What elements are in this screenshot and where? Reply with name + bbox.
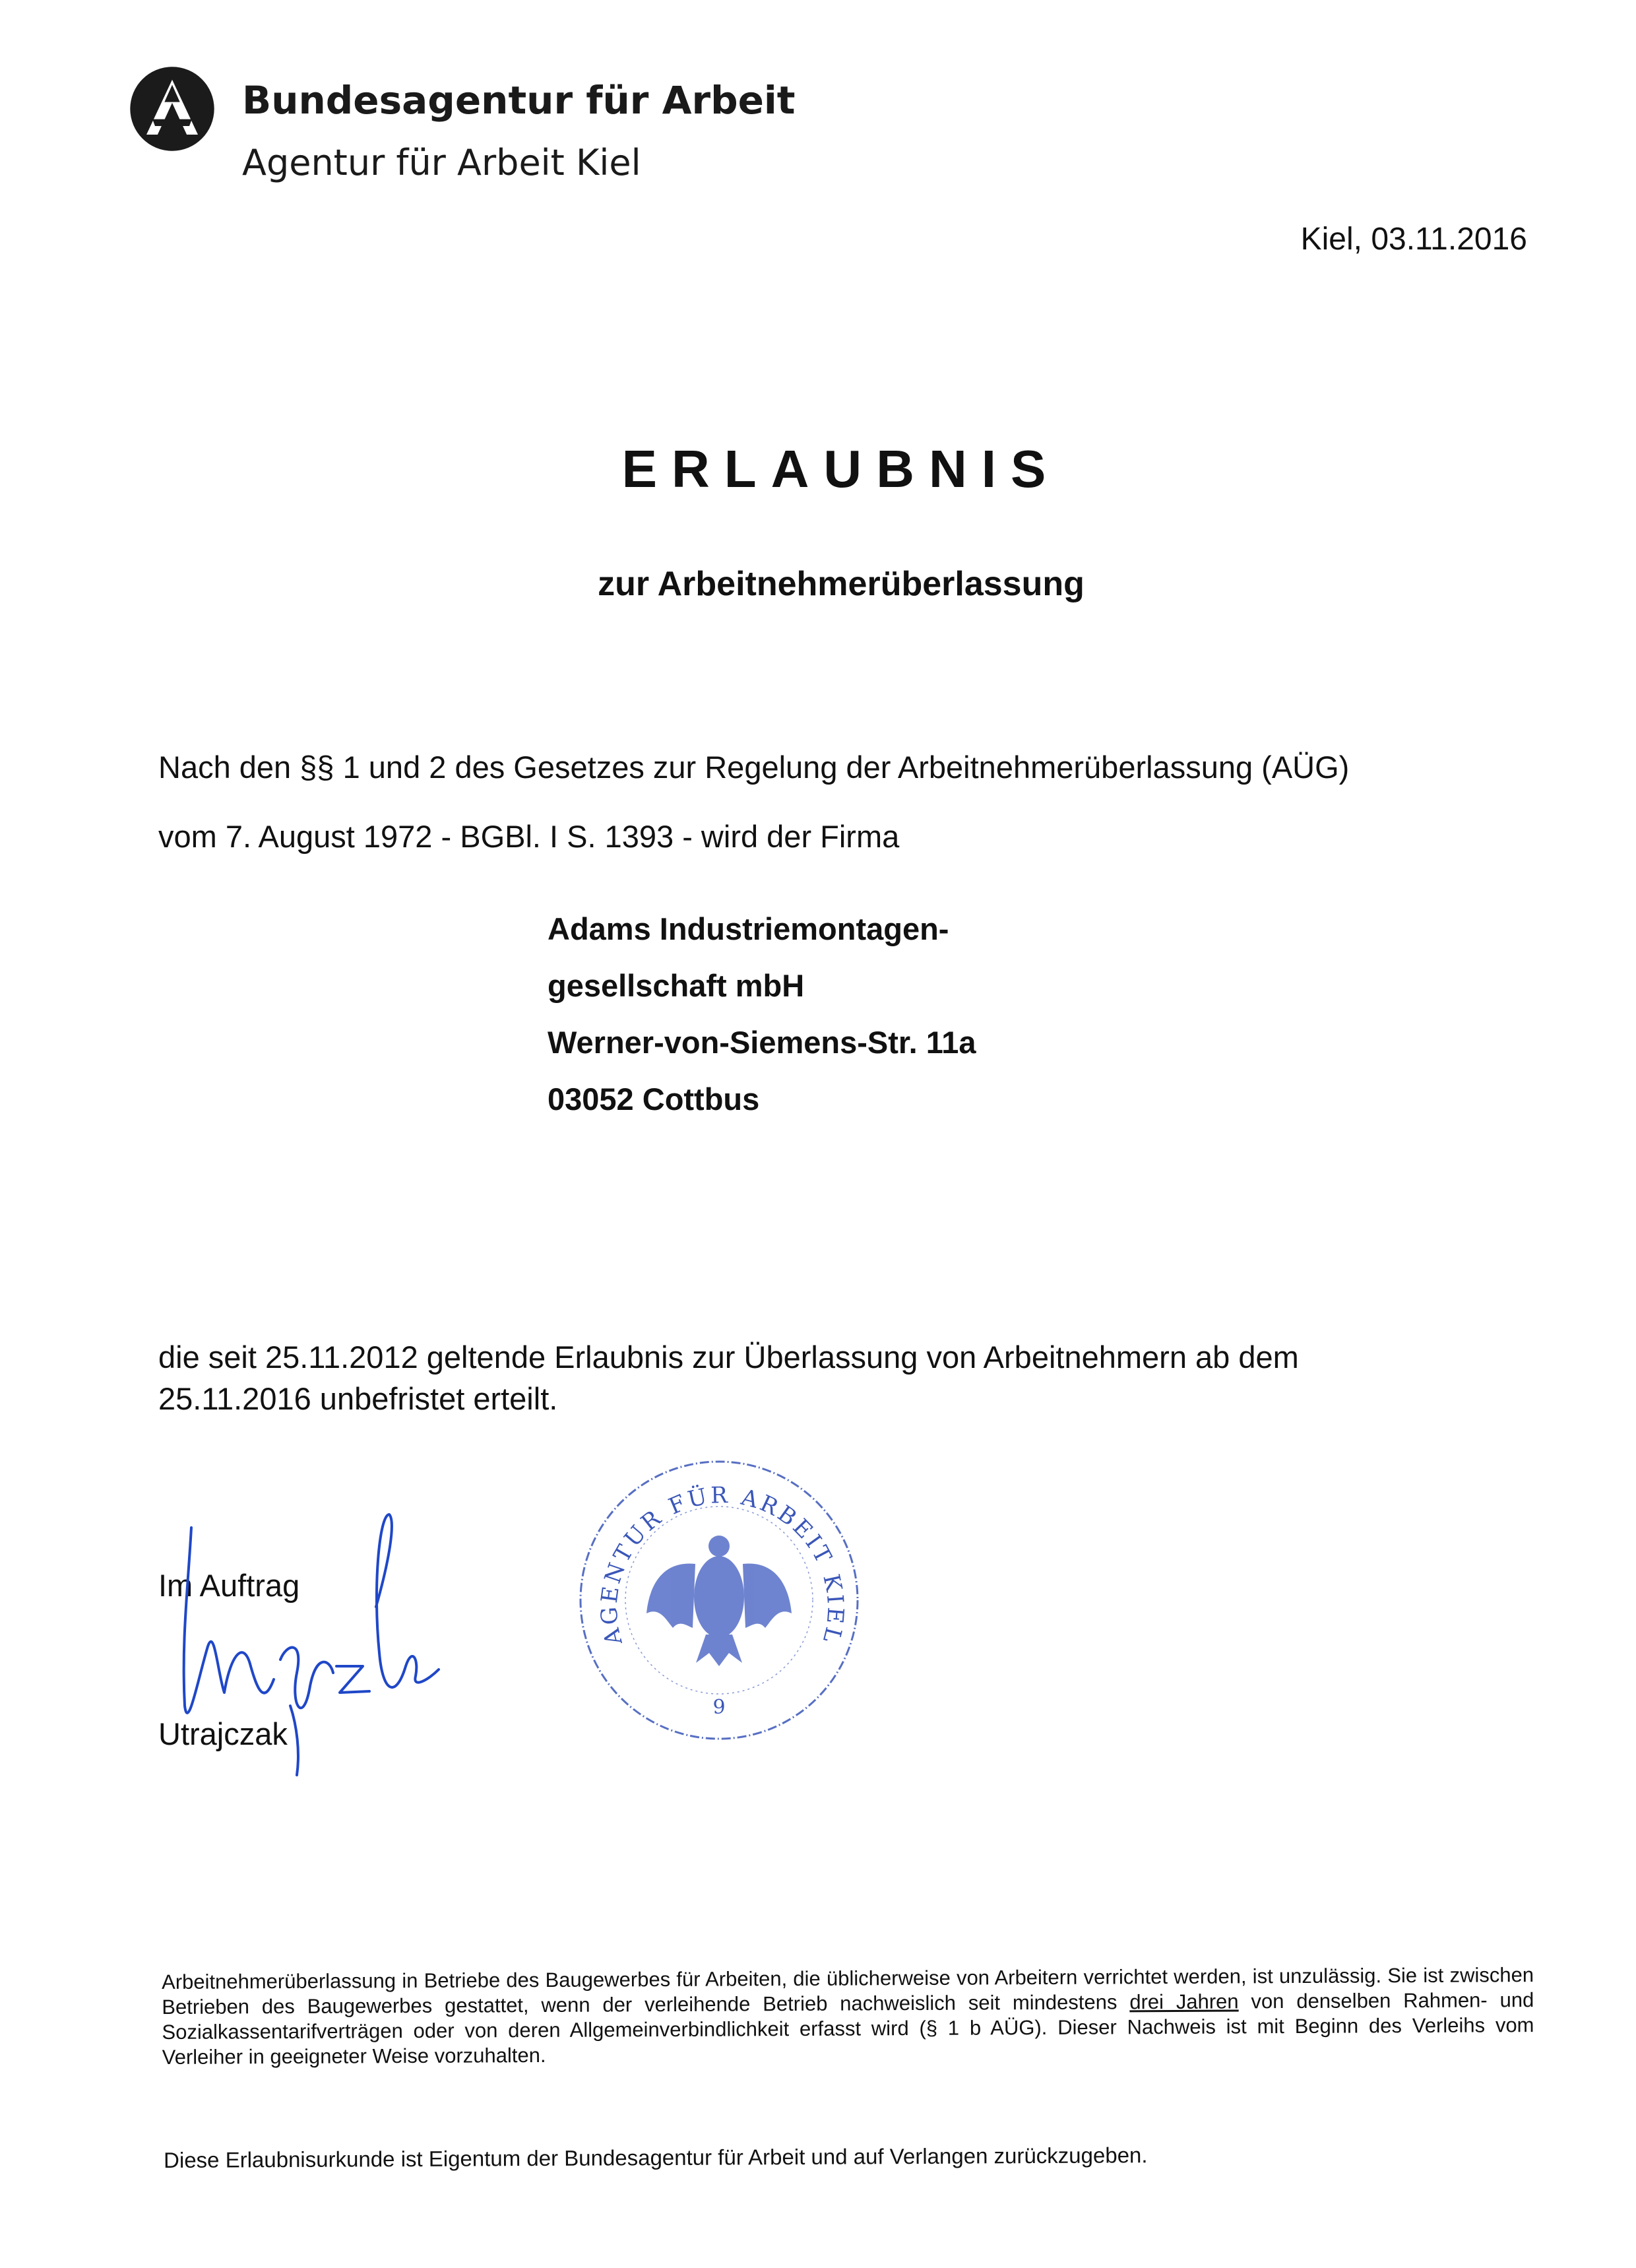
federal-eagle-icon — [646, 1536, 792, 1666]
document-date: Kiel, 03.11.2016 — [1300, 222, 1527, 257]
document-subtitle: zur Arbeitnehmerüberlassung — [598, 565, 1085, 603]
company-name-line-2: gesellschaft mbH — [548, 968, 805, 1003]
stamp-ring-text: AGENTUR FÜR ARBEIT KIEL — [596, 1482, 849, 1648]
official-stamp — [574, 1455, 864, 1745]
intro-paragraph — [158, 732, 1544, 871]
company-city: 03052 Cottbus — [548, 1082, 760, 1117]
company-address — [548, 901, 976, 1128]
footnote-underlined-term: drei Jahren — [1129, 1990, 1239, 2014]
footnote-text-part-1: Arbeitnehmerüberlassung in Betriebe des Baugewerbes für Arbeiten, die üblicherweise von Arbeitern verrichtet werden, ist unzulässig. Sie ist zwischen Betrieben des Baugewerbes gestattet, wenn der verleihende Betrieb nachweislich seit mindestens — [162, 1963, 1534, 2019]
footnote-construction-rule — [162, 1962, 1534, 2070]
agency-name: Bundesagentur für Arbeit — [242, 78, 796, 123]
document-title: ERLAUBNIS — [621, 439, 1061, 498]
intro-line-1: Nach den §§ 1 und 2 des Gesetzes zur Regelung der Arbeitnehmerüberlassung (AÜG) — [158, 750, 1350, 785]
stamp-number: 9 — [712, 1696, 726, 1719]
intro-line-2: vom 7. August 1972 - BGBl. I S. 1393 - wird der Firma — [158, 819, 900, 854]
grant-line-1: die seit 25.11.2012 geltende Erlaubnis zur Überlassung von Arbeitnehmern ab dem — [158, 1340, 1299, 1375]
grant-line-2: 25.11.2016 unbefristet erteilt. — [158, 1381, 558, 1416]
agency-office: Agentur für Arbeit Kiel — [242, 142, 641, 183]
agency-logo-icon — [129, 66, 215, 152]
signature-in-auftrag: Im Auftrag — [158, 1568, 300, 1603]
property-notice: Diese Erlaubnisurkunde ist Eigentum der Bundesagentur für Arbeit und auf Verlangen zurückzugeben. — [164, 2143, 1148, 2172]
company-name-line-1: Adams Industriemontagen- — [548, 911, 949, 946]
handwritten-signature — [152, 1508, 468, 1785]
footnote-text-part-2: von denselben Rahmen- und Sozialkassentarifverträgen oder von deren Allgemeinverbindlichkeit erfasst wird (§ 1 b AÜG). Dieser Nachweis ist mit Beginn des Verleihs vom Verleiher in geeigneter Weise vorzuhalten. — [162, 1988, 1534, 2069]
grant-paragraph — [158, 1336, 1557, 1419]
signatory-name: Utrajczak — [158, 1716, 288, 1751]
company-street: Werner-von-Siemens-Str. 11a — [548, 1025, 976, 1060]
